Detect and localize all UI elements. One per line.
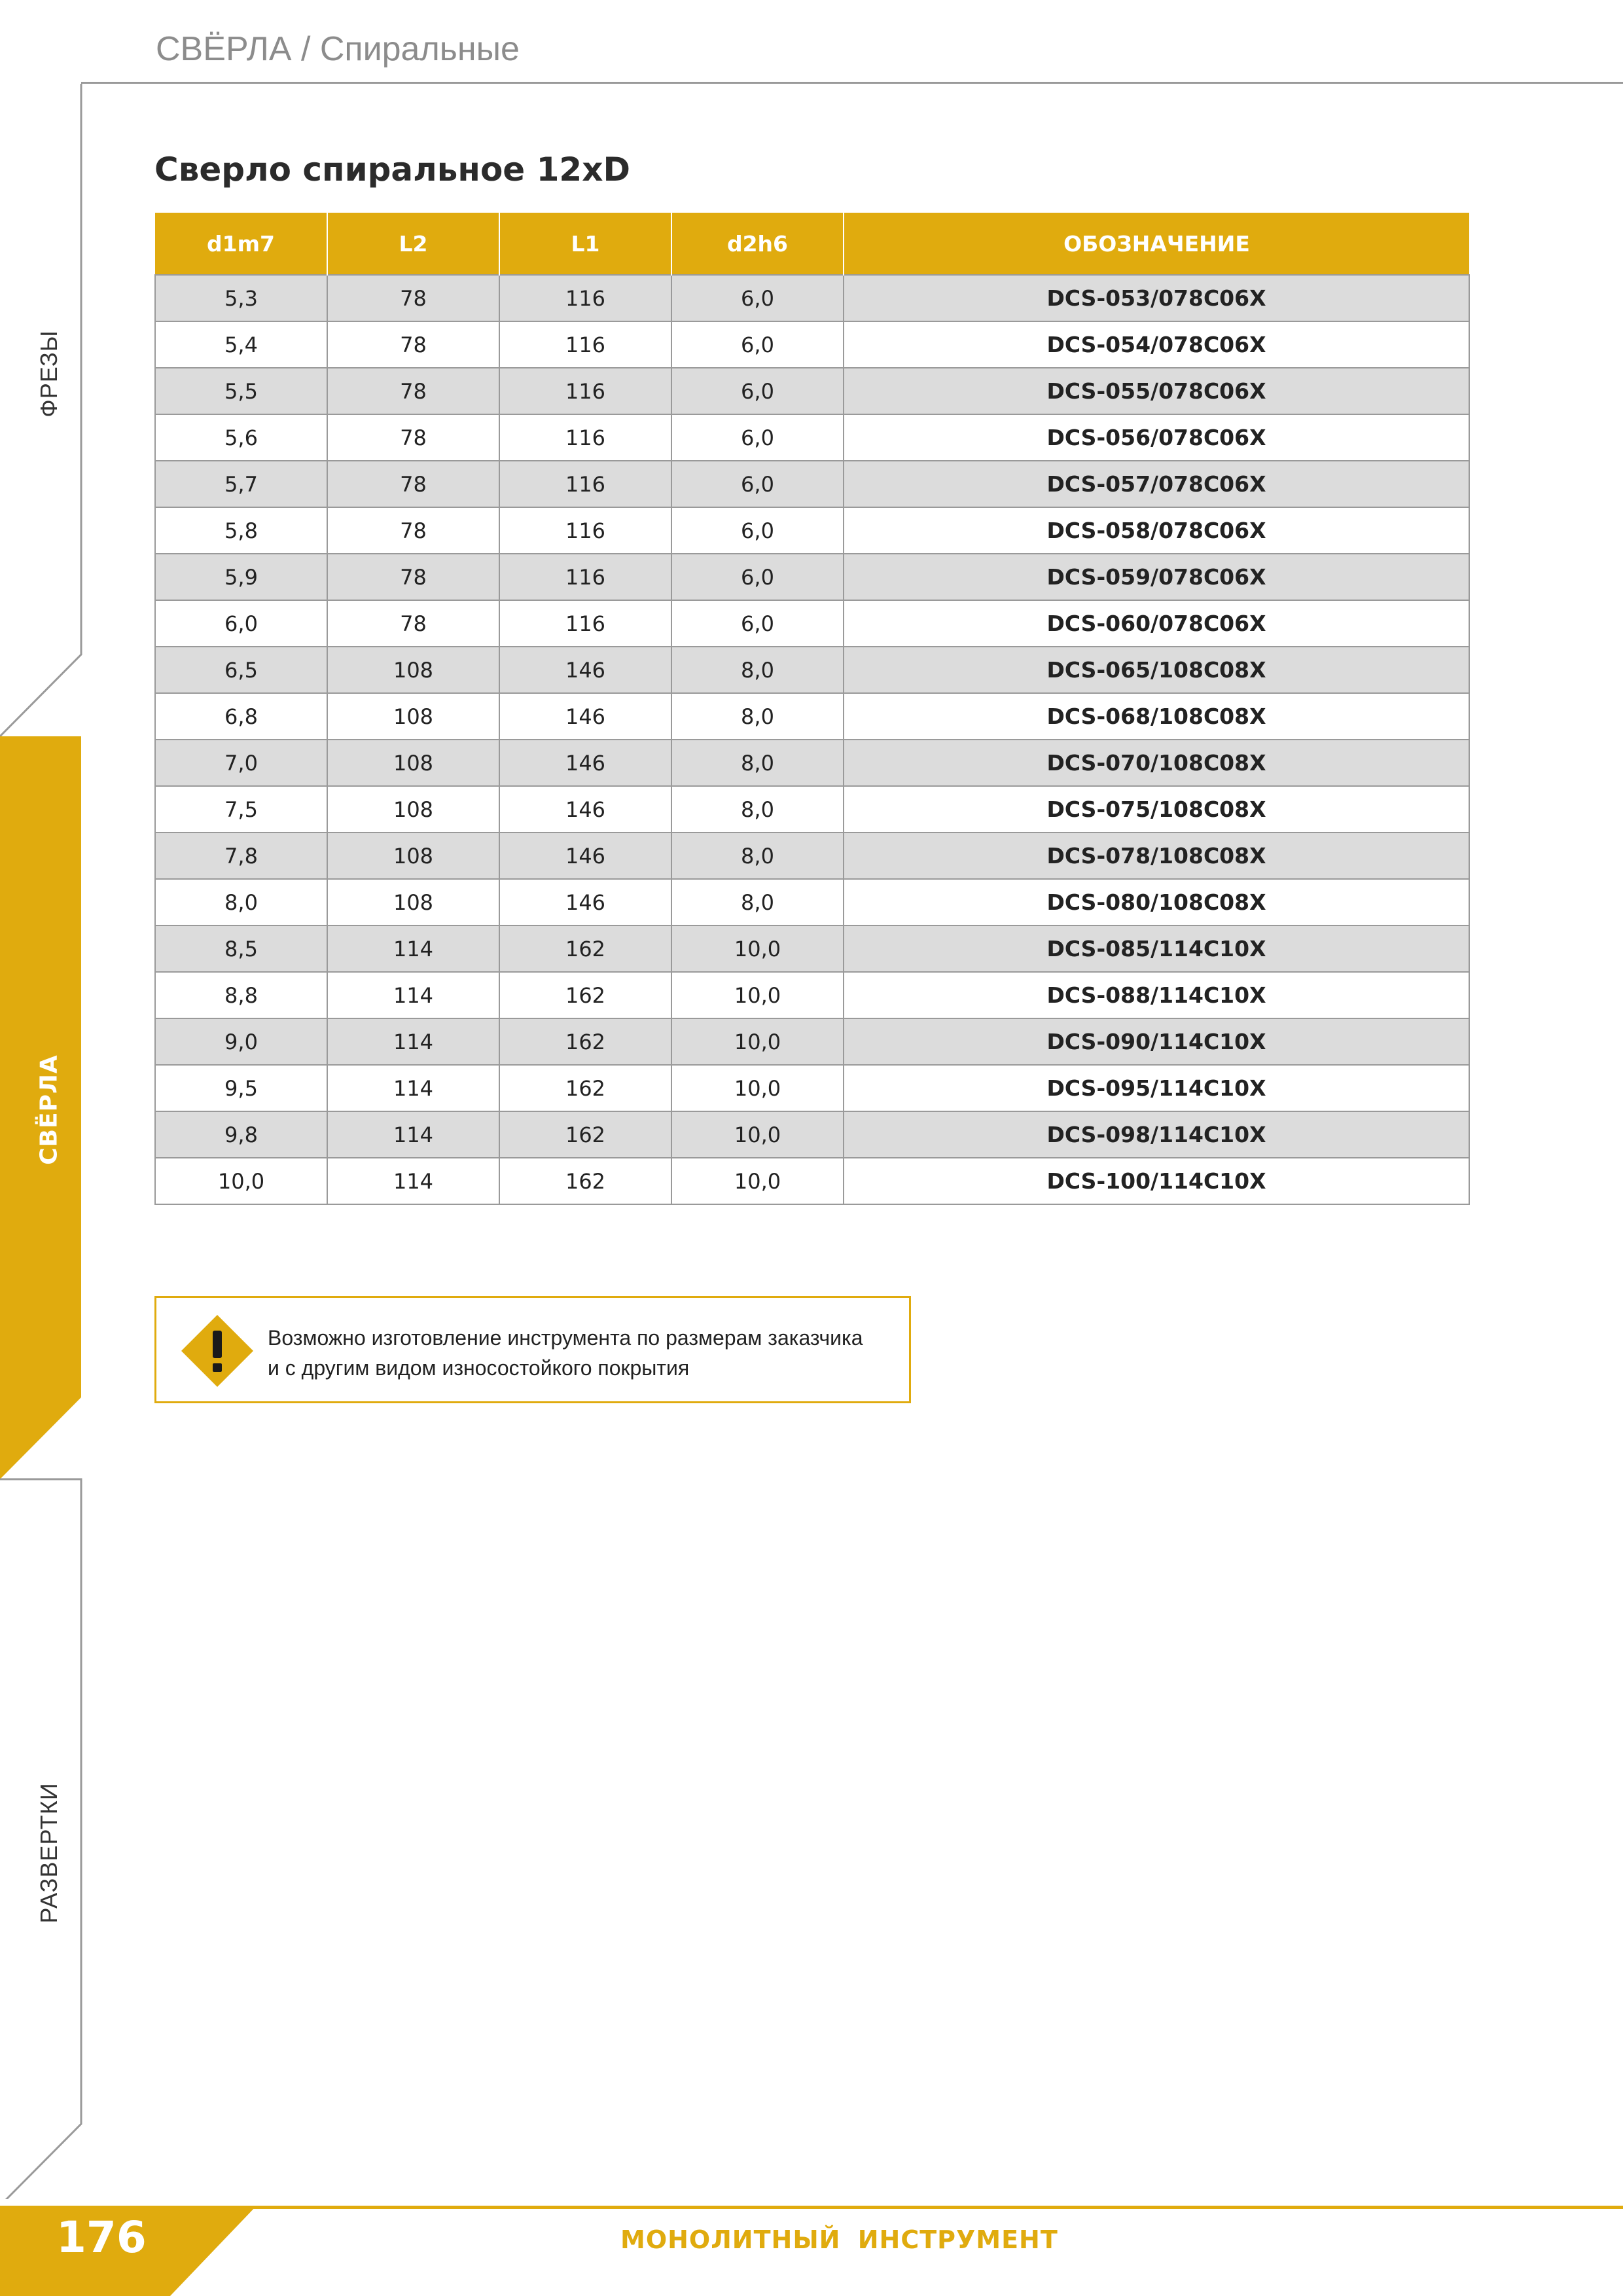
cell-d1m7: 10,0 bbox=[155, 1158, 327, 1204]
cell-designation: DCS-098/114C10X bbox=[844, 1111, 1469, 1158]
cell-designation: DCS-057/078C06X bbox=[844, 461, 1469, 507]
cell-d2h6: 6,0 bbox=[671, 600, 844, 647]
cell-designation: DCS-080/108C08X bbox=[844, 879, 1469, 925]
table-row bbox=[155, 879, 1469, 925]
table-row bbox=[155, 786, 1469, 833]
cell-d2h6: 6,0 bbox=[671, 414, 844, 461]
cell-l2: 114 bbox=[327, 1018, 499, 1065]
sidebar-tab-milling[interactable]: ФРЕЗЫ bbox=[35, 330, 62, 418]
cell-d2h6: 6,0 bbox=[671, 368, 844, 414]
table-row bbox=[155, 461, 1469, 507]
table-row bbox=[155, 740, 1469, 786]
cell-l2: 78 bbox=[327, 507, 499, 554]
cell-d2h6: 8,0 bbox=[671, 879, 844, 925]
cell-l1: 162 bbox=[499, 1065, 671, 1111]
cell-d1m7: 5,9 bbox=[155, 554, 327, 600]
cell-designation: DCS-078/108C08X bbox=[844, 833, 1469, 879]
cell-d1m7: 9,5 bbox=[155, 1065, 327, 1111]
page-number: 176 bbox=[56, 2212, 147, 2263]
cell-d1m7: 5,3 bbox=[155, 275, 327, 321]
table-row bbox=[155, 1111, 1469, 1158]
column-header-l2: L2 bbox=[327, 213, 499, 275]
cell-designation: DCS-068/108C08X bbox=[844, 693, 1469, 740]
cell-l2: 108 bbox=[327, 693, 499, 740]
cell-d1m7: 7,5 bbox=[155, 786, 327, 833]
table-row bbox=[155, 972, 1469, 1018]
cell-l1: 162 bbox=[499, 1158, 671, 1204]
cell-d1m7: 6,5 bbox=[155, 647, 327, 693]
cell-l2: 78 bbox=[327, 600, 499, 647]
cell-l1: 116 bbox=[499, 275, 671, 321]
cell-designation: DCS-075/108C08X bbox=[844, 786, 1469, 833]
table-row bbox=[155, 925, 1469, 972]
table-row bbox=[155, 1065, 1469, 1111]
note-text bbox=[268, 1323, 863, 1383]
cell-l1: 146 bbox=[499, 879, 671, 925]
cell-l1: 146 bbox=[499, 693, 671, 740]
sidebar-tab-reamers[interactable]: РАЗВЕРТКИ bbox=[35, 1782, 62, 1924]
breadcrumb: СВЁРЛА / Спиральные bbox=[156, 30, 520, 68]
cell-l1: 146 bbox=[499, 740, 671, 786]
cell-d1m7: 7,0 bbox=[155, 740, 327, 786]
cell-d2h6: 6,0 bbox=[671, 321, 844, 368]
cell-l2: 114 bbox=[327, 1111, 499, 1158]
cell-d1m7: 5,7 bbox=[155, 461, 327, 507]
table-row bbox=[155, 275, 1469, 321]
cell-designation: DCS-056/078C06X bbox=[844, 414, 1469, 461]
cell-l1: 146 bbox=[499, 786, 671, 833]
note-line-2: и с другим видом износостойкого покрытия bbox=[268, 1356, 690, 1380]
cell-d1m7: 7,8 bbox=[155, 833, 327, 879]
cell-l1: 162 bbox=[499, 925, 671, 972]
spec-table bbox=[154, 213, 1470, 1205]
cell-designation: DCS-065/108C08X bbox=[844, 647, 1469, 693]
warning-icon bbox=[179, 1312, 256, 1390]
cell-d2h6: 6,0 bbox=[671, 461, 844, 507]
table-row bbox=[155, 600, 1469, 647]
cell-l1: 162 bbox=[499, 972, 671, 1018]
column-header-designation: ОБОЗНАЧЕНИЕ bbox=[844, 213, 1469, 275]
cell-d2h6: 10,0 bbox=[671, 1111, 844, 1158]
cell-l2: 108 bbox=[327, 740, 499, 786]
table-row bbox=[155, 1158, 1469, 1204]
column-header-d1m7: d1m7 bbox=[155, 213, 327, 275]
cell-l2: 78 bbox=[327, 414, 499, 461]
cell-designation: DCS-054/078C06X bbox=[844, 321, 1469, 368]
cell-d2h6: 6,0 bbox=[671, 507, 844, 554]
cell-designation: DCS-070/108C08X bbox=[844, 740, 1469, 786]
cell-designation: DCS-095/114C10X bbox=[844, 1065, 1469, 1111]
cell-d2h6: 8,0 bbox=[671, 833, 844, 879]
cell-l2: 78 bbox=[327, 554, 499, 600]
cell-d1m7: 6,8 bbox=[155, 693, 327, 740]
cell-d2h6: 8,0 bbox=[671, 647, 844, 693]
cell-l2: 78 bbox=[327, 275, 499, 321]
column-header-d2h6: d2h6 bbox=[671, 213, 844, 275]
cell-d2h6: 10,0 bbox=[671, 1065, 844, 1111]
header-divider bbox=[81, 82, 1623, 84]
cell-l1: 116 bbox=[499, 507, 671, 554]
cell-d1m7: 8,5 bbox=[155, 925, 327, 972]
cell-d2h6: 6,0 bbox=[671, 275, 844, 321]
cell-l2: 114 bbox=[327, 925, 499, 972]
cell-d1m7: 6,0 bbox=[155, 600, 327, 647]
cell-d2h6: 6,0 bbox=[671, 554, 844, 600]
cell-l1: 146 bbox=[499, 647, 671, 693]
table-row bbox=[155, 368, 1469, 414]
table-row bbox=[155, 414, 1469, 461]
page-title: Сверло спиральное 12xD bbox=[154, 151, 630, 188]
cell-d1m7: 5,8 bbox=[155, 507, 327, 554]
cell-d2h6: 8,0 bbox=[671, 693, 844, 740]
table-body bbox=[155, 275, 1469, 1204]
footer-title: МОНОЛИТНЫЙ ИНСТРУМЕНТ bbox=[620, 2225, 1058, 2254]
cell-designation: DCS-059/078C06X bbox=[844, 554, 1469, 600]
cell-d2h6: 10,0 bbox=[671, 972, 844, 1018]
sidebar-tab-drills[interactable]: СВЁРЛА bbox=[35, 1054, 63, 1165]
cell-d2h6: 10,0 bbox=[671, 1158, 844, 1204]
cell-d2h6: 10,0 bbox=[671, 925, 844, 972]
cell-l1: 162 bbox=[499, 1018, 671, 1065]
cell-l1: 116 bbox=[499, 600, 671, 647]
cell-d2h6: 8,0 bbox=[671, 786, 844, 833]
cell-designation: DCS-088/114C10X bbox=[844, 972, 1469, 1018]
cell-d1m7: 5,4 bbox=[155, 321, 327, 368]
cell-designation: DCS-053/078C06X bbox=[844, 275, 1469, 321]
cell-l2: 78 bbox=[327, 368, 499, 414]
cell-d1m7: 8,8 bbox=[155, 972, 327, 1018]
note-line-1: Возможно изготовление инструмента по размерам заказчика bbox=[268, 1326, 863, 1350]
cell-l2: 78 bbox=[327, 461, 499, 507]
table-row bbox=[155, 554, 1469, 600]
cell-d1m7: 8,0 bbox=[155, 879, 327, 925]
cell-l1: 116 bbox=[499, 554, 671, 600]
table-row bbox=[155, 833, 1469, 879]
table-row bbox=[155, 321, 1469, 368]
cell-d1m7: 9,8 bbox=[155, 1111, 327, 1158]
cell-l2: 114 bbox=[327, 1065, 499, 1111]
note-box bbox=[154, 1296, 911, 1403]
cell-designation: DCS-090/114C10X bbox=[844, 1018, 1469, 1065]
column-header-l1: L1 bbox=[499, 213, 671, 275]
cell-l2: 108 bbox=[327, 647, 499, 693]
cell-l2: 108 bbox=[327, 833, 499, 879]
table-row bbox=[155, 507, 1469, 554]
cell-d1m7: 5,6 bbox=[155, 414, 327, 461]
cell-l2: 108 bbox=[327, 786, 499, 833]
cell-d2h6: 10,0 bbox=[671, 1018, 844, 1065]
cell-l1: 116 bbox=[499, 461, 671, 507]
cell-l1: 116 bbox=[499, 414, 671, 461]
cell-d1m7: 5,5 bbox=[155, 368, 327, 414]
cell-designation: DCS-058/078C06X bbox=[844, 507, 1469, 554]
cell-l1: 146 bbox=[499, 833, 671, 879]
cell-l2: 114 bbox=[327, 1158, 499, 1204]
cell-designation: DCS-055/078C06X bbox=[844, 368, 1469, 414]
cell-l1: 116 bbox=[499, 321, 671, 368]
cell-designation: DCS-085/114C10X bbox=[844, 925, 1469, 972]
table-row bbox=[155, 693, 1469, 740]
cell-l1: 162 bbox=[499, 1111, 671, 1158]
table-header-row bbox=[155, 213, 1469, 275]
cell-d2h6: 8,0 bbox=[671, 740, 844, 786]
cell-l2: 114 bbox=[327, 972, 499, 1018]
table-row bbox=[155, 647, 1469, 693]
cell-l2: 108 bbox=[327, 879, 499, 925]
cell-designation: DCS-060/078C06X bbox=[844, 600, 1469, 647]
cell-d1m7: 9,0 bbox=[155, 1018, 327, 1065]
table-row bbox=[155, 1018, 1469, 1065]
cell-l1: 116 bbox=[499, 368, 671, 414]
cell-designation: DCS-100/114C10X bbox=[844, 1158, 1469, 1204]
cell-l2: 78 bbox=[327, 321, 499, 368]
